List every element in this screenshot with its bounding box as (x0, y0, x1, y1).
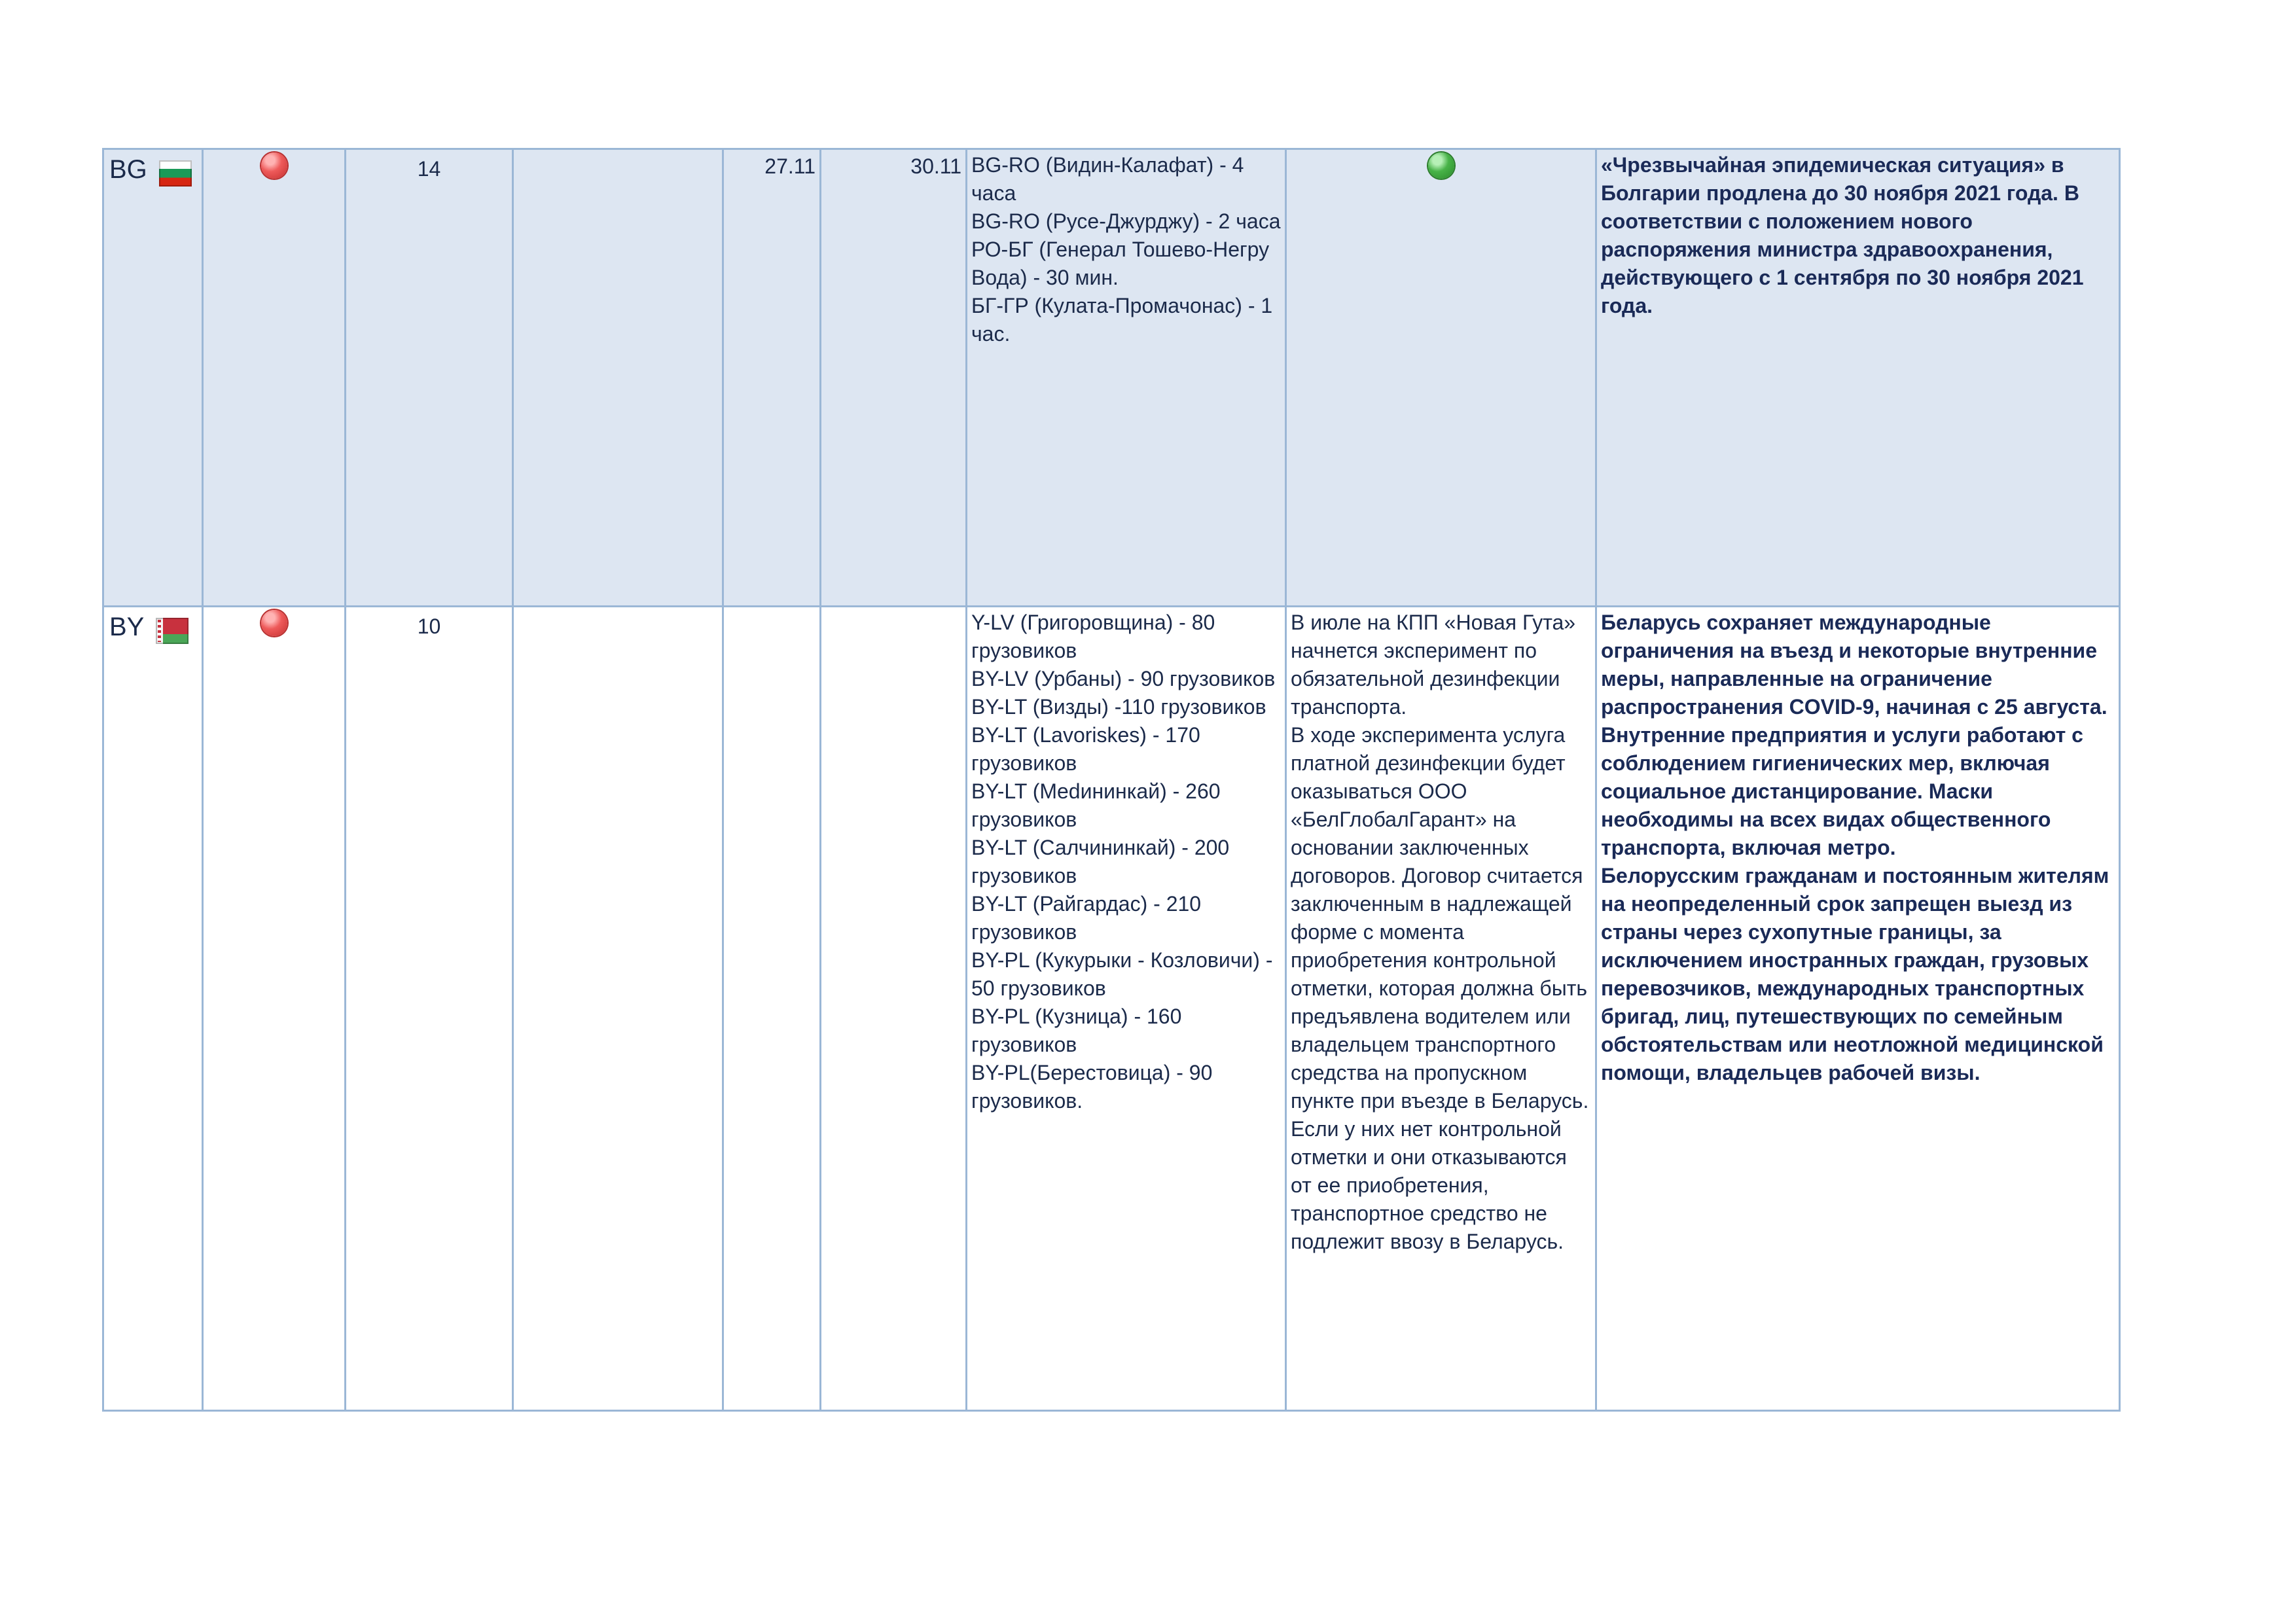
date-from-cell (723, 607, 821, 1411)
empty-cell (513, 149, 723, 607)
bulgaria-flag-icon (159, 160, 192, 187)
crossing-item: BG-RO (Русе-Джурджу) - 2 часа (971, 209, 1281, 233)
info-paragraph: Внутренние предприятия и услуги работают с соблюдением гигиенических мер, включая социальное дистанцирование. Маски необходимы на всех видах общественного транспорта, включая метро. (1601, 723, 2083, 859)
crossing-item: БГ-ГР (Кулата-Промачонас) - 1 час. (971, 294, 1273, 346)
table-row (103, 607, 2120, 1411)
number-cell: 14 (346, 149, 513, 607)
belarus-flag-icon (156, 618, 188, 644)
date-to-cell (821, 607, 967, 1411)
crossing-item: BY-LT (Визды) -110 грузовиков (971, 695, 1266, 719)
border-status-table (102, 148, 2121, 1412)
status-cell (203, 607, 346, 1411)
info-cell (1596, 607, 2120, 1411)
info-paragraph: Белорусским гражданам и постоянным жителям на неопределенный срок запрещен выезд из страны через сухопутные границы, за исключением иностранных граждан, грузовых перевозчиков, международных транспортных бригад, лиц, путешествующих по семейным обстоятельствам или неотложной медицинской помощи, владельцев рабочей визы. (1601, 864, 2109, 1084)
empty-cell (513, 607, 723, 1411)
status-cell (203, 149, 346, 607)
secondary-status-cell (1286, 149, 1596, 607)
country-code: BY (109, 613, 145, 641)
green-status-dot-icon (1428, 152, 1454, 179)
red-status-dot-icon (261, 610, 287, 636)
country-code: BG (109, 155, 147, 184)
crossing-item: Y-LV (Григоровщина) - 80 грузовиков (971, 611, 1215, 662)
info-paragraph: Беларусь сохраняет международные ограничения на въезд и некоторые внутренние меры, направленные на ограничение распространения COVID-9, начиная с 25 августа. (1601, 611, 2108, 719)
red-status-dot-icon (261, 152, 287, 179)
crossing-item: BY-LT (Lavoriskes) - 170 грузовиков (971, 723, 1200, 775)
notes-cell: В июле на КПП «Новая Гута» начнется эксперимент по обязательной дезинфекции транспорта. В ходе эксперимента услуга платной дезинфекции будет оказываться ООО «БелГлобалГарант» на основании заключенных договоров. Договор считается заключенным в надлежащей форме с момента приобретения контрольной отметки, которая должна быть предъявлена водителем или владельцем транспортного средства на пропускном пункте при въезде в Беларусь. Если у них нет контрольной отметки и они отказываются от ее приобретения, транспортное средство не подлежит ввозу в Беларусь. (1286, 607, 1596, 1411)
crossing-item: BY-LT (Салчининкай) - 200 грузовиков (971, 836, 1230, 887)
border-crossings-cell (967, 607, 1286, 1411)
date-from-cell: 27.11 (723, 149, 821, 607)
crossing-item: BY-LV (Урбаны) - 90 грузовиков (971, 667, 1276, 690)
country-cell (103, 149, 203, 607)
table-row (103, 149, 2120, 607)
number-cell: 10 (346, 607, 513, 1411)
crossing-item: BY-PL(Берестовица) - 90 грузовиков. (971, 1061, 1213, 1113)
crossing-item: BY-LT (Райгардас) - 210 грузовиков (971, 892, 1202, 944)
crossing-item: РО-БГ (Генерал Тошево-Негру Вода) - 30 мин. (971, 238, 1270, 289)
info-cell (1596, 149, 2120, 607)
border-crossings-cell (967, 149, 1286, 607)
date-to-cell: 30.11 (821, 149, 967, 607)
info-paragraph: «Чрезвычайная эпидемическая ситуация» в Болгарии продлена до 30 ноября 2021 года. В соответствии с положением нового распоряжения министра здравоохранения, действующего с 1 сентября по 30 ноября 2021 года. (1601, 153, 2084, 317)
crossing-item: BY-LT (Medининкай) - 260 грузовиков (971, 779, 1221, 831)
country-cell (103, 607, 203, 1411)
crossing-item: BY-PL (Кузница) - 160 грузовиков (971, 1005, 1182, 1056)
crossing-item: BY-PL (Кукурыки - Козловичи) - 50 грузовиков (971, 948, 1273, 1000)
crossing-item: BG-RO (Видин-Калафат) - 4 часа (971, 153, 1244, 205)
